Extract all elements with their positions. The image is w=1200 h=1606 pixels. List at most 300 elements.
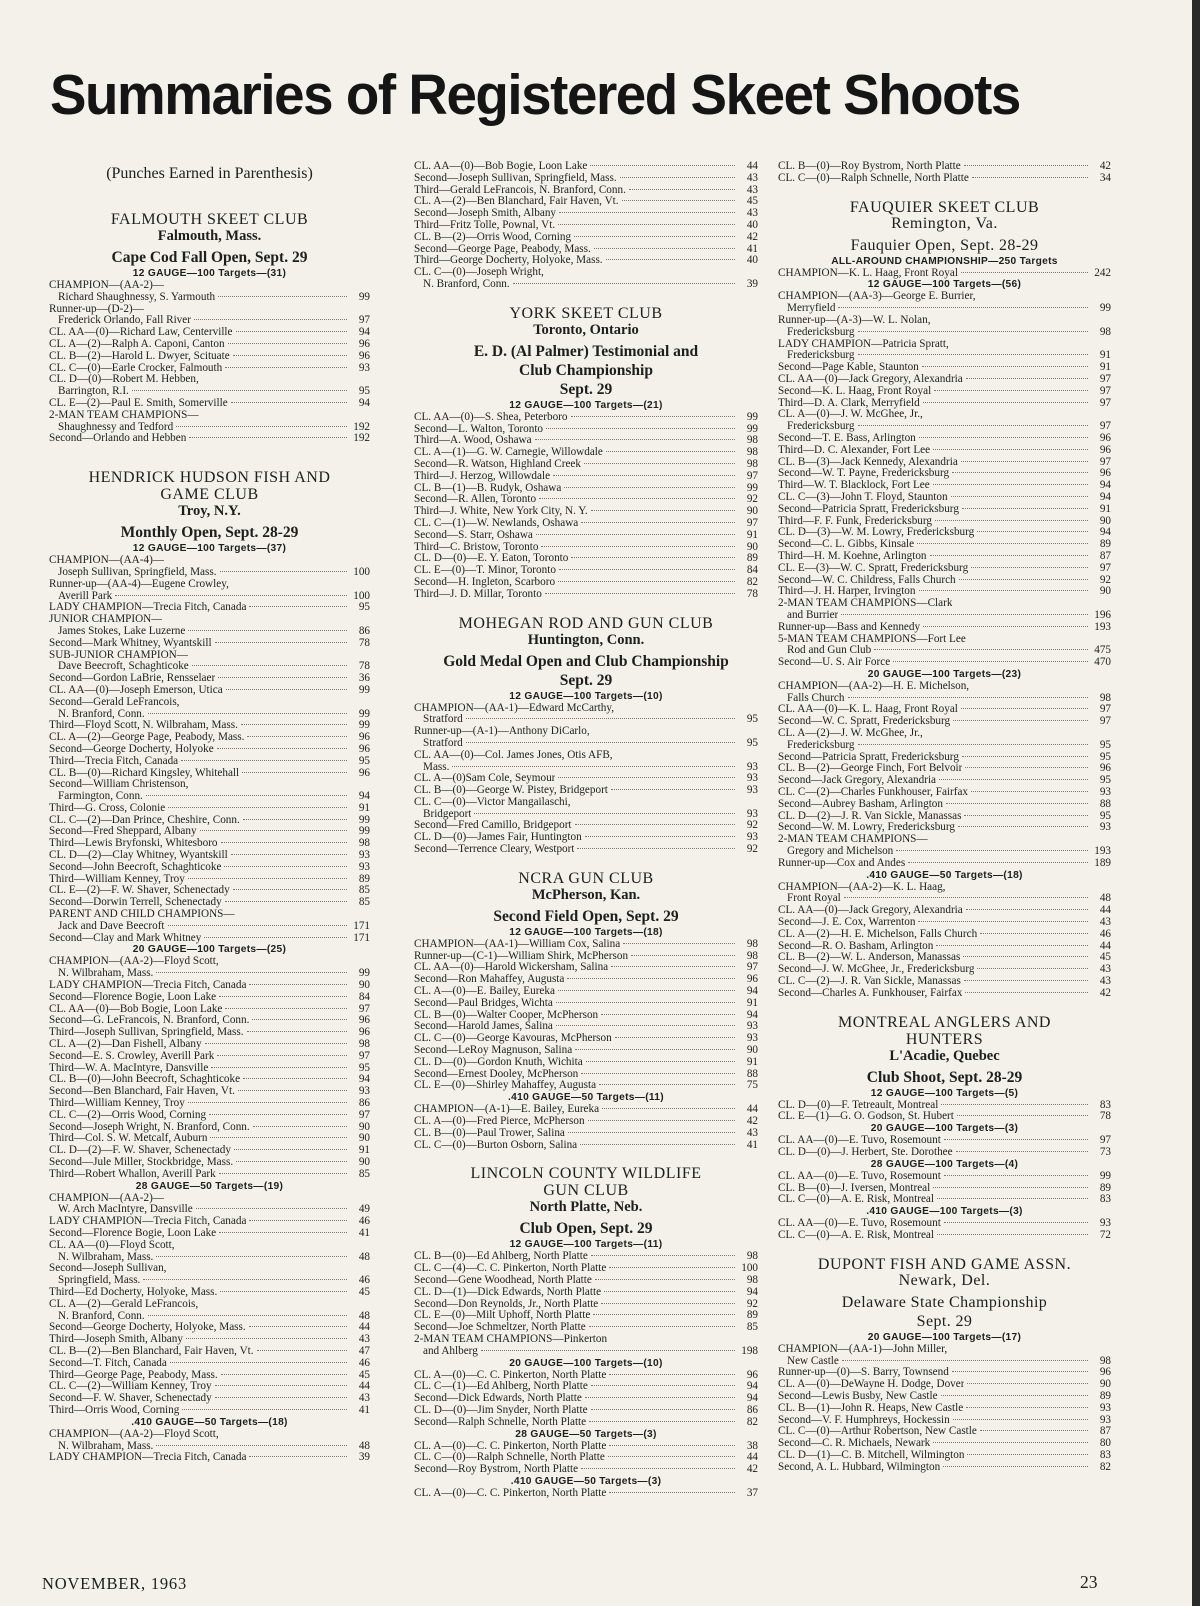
- result-score: 93: [358, 1085, 370, 1098]
- dot-leader: [935, 520, 1088, 521]
- result-text: N. Branford, Conn.: [423, 278, 510, 290]
- result-text: Second, A. L. Hubbard, Wilmington: [778, 1461, 941, 1473]
- result-line: [414, 589, 758, 601]
- result-line: [778, 1403, 1111, 1415]
- result-score: 92: [746, 1297, 758, 1310]
- gauge-heading: 12 GAUGE—100 Targets—(37): [132, 543, 287, 555]
- result-text: Second—Jule Miller, Stockbridge, Mass.: [49, 1157, 234, 1168]
- result-line: [778, 834, 1111, 846]
- result-text: LADY CHAMPION—Trecia Fitch, Canada: [49, 602, 247, 614]
- dot-leader: [220, 1291, 347, 1292]
- result-line: [49, 602, 370, 614]
- column-1: [49, 161, 370, 1464]
- result-score: 43: [358, 1392, 370, 1405]
- result-text: CL. AA—(0)—Bob Bogie, Loon Lake: [49, 1003, 223, 1015]
- result-score: 48: [358, 1439, 370, 1452]
- result-text: Runner-up—(A-1)—Anthony DiCarlo,: [414, 726, 590, 738]
- result-score: 46: [358, 1274, 370, 1287]
- result-line: [49, 1311, 370, 1323]
- result-text: CL. B—(2)—Ben Blanchard, Fair Haven, Vt.: [49, 1345, 254, 1357]
- result-line: [778, 374, 1111, 386]
- result-score: 78: [1099, 1110, 1111, 1123]
- result-line: [778, 1111, 1111, 1123]
- result-score: 189: [1094, 856, 1111, 869]
- page-number: 23: [1080, 1572, 1098, 1592]
- result-line: [414, 974, 758, 986]
- result-text: Second—Fred Camillo, Bridgeport: [414, 820, 572, 832]
- dot-leader: [963, 956, 1088, 957]
- result-line: [778, 799, 1111, 811]
- result-score: 193: [1094, 620, 1111, 633]
- result-line: [49, 567, 370, 579]
- gauge-heading: .410 GAUGE—50 Targets—(18): [131, 1416, 288, 1428]
- result-line: [49, 555, 370, 567]
- dot-leader: [466, 718, 735, 719]
- result-line: [778, 775, 1111, 787]
- result-line: [49, 1275, 370, 1287]
- result-line: [414, 447, 758, 459]
- result-score: 90: [746, 1044, 758, 1057]
- result-text: CL. B—(0)—Paul Trower, Salina: [414, 1127, 565, 1139]
- result-text: N. Branford, Conn.: [58, 708, 145, 720]
- result-line: [414, 1033, 758, 1045]
- result-text: Runner-up—(0)—S. Barry, Townsend: [778, 1367, 949, 1379]
- result-score: 475: [1094, 644, 1111, 657]
- result-line: [778, 398, 1111, 410]
- result-score: 242: [1094, 266, 1111, 279]
- result-line: [49, 1381, 370, 1393]
- dot-leader: [247, 1031, 347, 1032]
- club-location: L'Acadie, Quebec: [889, 1047, 1000, 1064]
- result-text: Second—Jack Gregory, Alexandria: [778, 775, 937, 787]
- dot-leader: [211, 1067, 347, 1068]
- result-score: 83: [1099, 1448, 1111, 1461]
- result-score: 93: [1099, 821, 1111, 834]
- result-score: 100: [353, 589, 370, 602]
- result-score: 40: [746, 218, 758, 231]
- result-text: Second—Lewis Busby, New Castle: [778, 1390, 938, 1402]
- result-score: 91: [1099, 349, 1111, 362]
- dot-leader: [243, 819, 347, 820]
- result-text: Second—W. T. Payne, Fredericksburg: [778, 468, 950, 480]
- result-line: [414, 1464, 758, 1476]
- result-text: Stratford: [423, 714, 463, 726]
- result-score: 94: [1099, 479, 1111, 492]
- result-text: CHAMPION—(AA-1)—Edward McCarthy,: [414, 702, 614, 714]
- result-score: 92: [746, 843, 758, 856]
- result-line: [414, 220, 758, 232]
- result-line: [778, 327, 1111, 339]
- result-score: 100: [353, 565, 370, 578]
- result-score: 96: [358, 337, 370, 350]
- result-text: Second—Page Kable, Staunton: [778, 362, 919, 374]
- dot-leader: [971, 567, 1088, 568]
- dot-leader: [181, 760, 347, 761]
- result-line: [49, 720, 370, 732]
- result-line: [778, 1171, 1111, 1183]
- result-text: Frederick Orlando, Fall River: [58, 315, 191, 327]
- dot-leader: [564, 487, 735, 488]
- result-text: CL. AA—(0)—E. Tuvo, Rosemount: [778, 1218, 941, 1230]
- result-score: 97: [746, 516, 758, 529]
- dot-leader: [575, 1049, 735, 1050]
- result-line: [778, 952, 1111, 964]
- result-line: [49, 768, 370, 780]
- result-line: [778, 929, 1111, 941]
- result-score: 43: [1099, 916, 1111, 929]
- result-line: [778, 787, 1111, 799]
- dot-leader: [148, 1315, 347, 1316]
- result-text: CL. B—(0)—Ed Ahlberg, North Platte: [414, 1251, 588, 1263]
- result-line: [49, 874, 370, 886]
- result-score: 96: [746, 1368, 758, 1381]
- result-score: 98: [1099, 1354, 1111, 1367]
- result-text: CL. E—(0)—Milt Uphoff, North Platte: [414, 1310, 591, 1322]
- result-score: 93: [746, 1020, 758, 1033]
- result-text: CL. A—(0)Sam Cole, Seymour: [414, 773, 556, 785]
- result-score: 43: [746, 183, 758, 196]
- dot-leader: [556, 1002, 735, 1003]
- dot-leader: [219, 1173, 347, 1174]
- result-line: [414, 998, 758, 1010]
- result-line: [49, 1299, 370, 1311]
- result-line: [49, 1204, 370, 1216]
- result-text: Runner-up—Cox and Andes: [778, 857, 906, 869]
- result-text: Third—J. White, New York City, N. Y.: [414, 506, 588, 518]
- result-line: [778, 598, 1111, 610]
- result-line: [49, 685, 370, 697]
- result-text: CL. B—(2)—Harold L. Dwyer, Scituate: [49, 350, 230, 362]
- dot-leader: [231, 854, 347, 855]
- result-score: 89: [1099, 1389, 1111, 1402]
- result-line: [414, 267, 758, 279]
- result-line: [49, 968, 370, 980]
- result-text: Second—Charles A. Funkhouser, Fairfax: [778, 987, 963, 999]
- result-line: [414, 1010, 758, 1022]
- result-score: 48: [1099, 892, 1111, 905]
- result-score: 49: [358, 1203, 370, 1216]
- result-line: [414, 1381, 758, 1393]
- club-name: DUPONT FISH AND GAME ASSN.: [817, 1255, 1072, 1273]
- result-score: 90: [746, 540, 758, 553]
- result-text: Falls Church: [787, 692, 845, 704]
- club-location: McPherson, Kan.: [531, 886, 641, 903]
- result-line: [49, 1074, 370, 1086]
- result-text: CL. A—(0)—C. C. Pinkerton, North Platte: [414, 1487, 607, 1499]
- result-text: CHAMPION—(AA-1)—William Cox, Salina: [414, 938, 621, 950]
- result-line: [414, 1057, 758, 1069]
- result-line: [778, 421, 1111, 433]
- result-text: Second—V. F. Humphreys, Hockessin: [778, 1414, 950, 1426]
- dot-leader: [589, 1326, 735, 1327]
- result-text: Second—C. R. Michaels, Newark: [778, 1438, 931, 1450]
- result-text: CL. AA—(0)—E. Tuvo, Rosemount: [778, 1170, 941, 1182]
- gauge-heading: 12 GAUGE—100 Targets—(5): [870, 1087, 1019, 1099]
- dot-leader: [217, 748, 347, 749]
- result-score: 93: [1099, 1413, 1111, 1426]
- dot-leader: [238, 1090, 347, 1091]
- result-text: CL. C—(0)—Joseph Wright,: [414, 267, 544, 279]
- gauge-heading: .410 GAUGE—50 Targets—(3): [510, 1475, 662, 1487]
- result-score: 97: [1099, 384, 1111, 397]
- dot-leader: [224, 866, 347, 867]
- result-line: [414, 1069, 758, 1081]
- result-score: 86: [358, 624, 370, 637]
- result-line: [49, 1346, 370, 1358]
- result-text: Third—W. A. MacIntyre, Dansville: [49, 1062, 209, 1074]
- event-name: Club Open, Sept. 29: [519, 1220, 653, 1238]
- gauge-heading: 20 GAUGE—100 Targets—(23): [867, 668, 1022, 680]
- dot-leader: [844, 897, 1088, 898]
- result-score: 97: [1099, 715, 1111, 728]
- gauge-heading: 20 GAUGE—100 Targets—(3): [870, 1123, 1019, 1135]
- result-line: [778, 1147, 1111, 1159]
- result-line: [49, 1405, 370, 1417]
- event-name: Sept. 29: [559, 671, 613, 689]
- result-score: 94: [1099, 526, 1111, 539]
- result-score: 80: [1099, 1437, 1111, 1450]
- dot-leader: [541, 546, 735, 547]
- result-score: 97: [358, 314, 370, 327]
- result-line: [778, 1100, 1111, 1112]
- dot-leader: [189, 437, 347, 438]
- result-text: Third—William Kenney, Troy: [49, 873, 185, 885]
- dot-leader: [917, 543, 1088, 544]
- result-line: [778, 882, 1111, 894]
- result-score: 44: [746, 1103, 758, 1116]
- result-line: [414, 424, 758, 436]
- result-text: CL. C—(1)—Ed Ahlberg, North Platte: [414, 1381, 588, 1393]
- result-score: 90: [1099, 514, 1111, 527]
- result-text: CL. E—(2)—F. W. Shaver, Schenectady: [49, 885, 230, 897]
- dot-leader: [221, 1374, 347, 1375]
- dot-leader: [946, 803, 1088, 804]
- result-line: [778, 315, 1111, 327]
- dot-leader: [168, 925, 347, 926]
- result-line: [414, 412, 758, 424]
- result-line: [49, 850, 370, 862]
- result-text: Gregory and Michelson: [787, 846, 894, 858]
- result-text: CL. B—(0)—J. Iversen, Montreal: [778, 1182, 931, 1194]
- dot-leader: [629, 189, 735, 190]
- dot-leader: [474, 813, 735, 814]
- result-text: Second—Joseph Sullivan,: [49, 1263, 167, 1275]
- result-line: [778, 268, 1111, 280]
- result-text: Second—William Christenson,: [49, 779, 189, 791]
- page-title: Summaries of Registered Skeet Shoots: [50, 63, 1020, 127]
- result-line: [49, 1322, 370, 1334]
- result-score: 98: [746, 937, 758, 950]
- gauge-heading: 12 GAUGE—100 Targets—(21): [509, 399, 663, 411]
- dot-leader: [539, 498, 735, 499]
- result-text: CL. C—(0)—Ralph Schnelle, North Platte: [778, 172, 969, 184]
- dot-leader: [953, 1419, 1088, 1420]
- dot-leader: [944, 1222, 1088, 1223]
- dot-leader: [215, 1385, 347, 1386]
- result-line: [414, 208, 758, 220]
- dot-leader: [186, 1338, 347, 1339]
- club-location: Remington, Va.: [891, 214, 998, 232]
- result-score: 98: [358, 1038, 370, 1051]
- result-line: [49, 1157, 370, 1169]
- result-line: [778, 1135, 1111, 1147]
- result-line: [778, 362, 1111, 374]
- dot-leader: [953, 720, 1088, 721]
- dot-leader: [933, 449, 1088, 450]
- result-score: 98: [746, 434, 758, 447]
- club-name: MONTREAL ANGLERS AND: [838, 1013, 1051, 1031]
- result-line: [414, 750, 758, 762]
- dot-leader: [481, 1350, 735, 1351]
- result-score: 96: [358, 1014, 370, 1027]
- result-text: CHAMPION—(AA-2)—Floyd Scott,: [49, 1428, 219, 1440]
- dot-leader: [965, 767, 1088, 768]
- dot-leader: [233, 889, 347, 890]
- result-text: CL. AA—(0)—K. L. Haag, Front Royal: [778, 704, 958, 716]
- result-line: [49, 1452, 370, 1464]
- result-line: [414, 1263, 758, 1275]
- result-line: [49, 410, 370, 422]
- result-line: [778, 622, 1111, 634]
- result-score: 46: [358, 1356, 370, 1369]
- result-text: Springfield, Mass.: [58, 1275, 141, 1287]
- result-line: [778, 1391, 1111, 1403]
- result-score: 99: [358, 683, 370, 696]
- result-line: [778, 610, 1111, 622]
- dot-leader: [930, 555, 1088, 556]
- result-text: N. Wilbraham, Mass.: [58, 968, 154, 980]
- result-text: CL. C—(0)—Earle Crocker, Falmouth: [49, 362, 223, 374]
- dot-leader: [218, 677, 347, 678]
- result-text: Second—Florence Bogie, Loon Lake: [49, 1227, 217, 1239]
- result-score: 89: [1099, 1181, 1111, 1194]
- result-score: 89: [358, 872, 370, 885]
- club-name: GUN CLUB: [543, 1182, 629, 1200]
- dot-leader: [567, 978, 735, 979]
- result-score: 36: [358, 672, 370, 685]
- result-line: [778, 551, 1111, 563]
- result-text: Second—U. S. Air Force: [778, 657, 891, 669]
- dot-leader: [977, 968, 1088, 969]
- result-score: 95: [1099, 774, 1111, 787]
- result-text: CL. AA—(0)—Col. James Jones, Otis AFB,: [414, 749, 613, 761]
- result-line: [778, 504, 1111, 516]
- club-name: LINCOLN COUNTY WILDLIFE: [470, 1165, 702, 1183]
- result-text: CHAMPION—(A-1)—E. Bailey, Eureka: [414, 1104, 600, 1116]
- result-text: Third—Trecia Fitch, Canada: [49, 755, 179, 767]
- result-text: Third—Fritz Tolle, Pownal, Vt.: [414, 219, 556, 231]
- dot-leader: [249, 1220, 347, 1221]
- result-line: [778, 941, 1111, 953]
- result-score: 86: [358, 1097, 370, 1110]
- dot-leader: [218, 296, 347, 297]
- dot-leader: [841, 614, 1088, 615]
- result-line: [49, 803, 370, 815]
- result-text: N. Wilbraham, Mass.: [58, 1440, 154, 1452]
- result-text: CL. D—(0)—Robert M. Hebben,: [49, 374, 199, 386]
- result-line: [778, 563, 1111, 575]
- result-score: 41: [358, 1403, 370, 1416]
- result-text: LADY CHAMPION—Patricia Spratt,: [778, 338, 949, 350]
- result-score: 39: [746, 277, 758, 290]
- dot-leader: [215, 1397, 347, 1398]
- result-line: [49, 1051, 370, 1063]
- result-score: 87: [1099, 1425, 1111, 1438]
- dot-leader: [591, 1409, 735, 1410]
- result-score: 89: [1099, 538, 1111, 551]
- result-text: CL. A—(0)—C. C. Pinkerton, North Platte: [414, 1440, 607, 1452]
- dot-leader: [591, 1255, 735, 1256]
- dot-leader: [156, 1256, 347, 1257]
- result-line: [778, 516, 1111, 528]
- result-score: 87: [1099, 549, 1111, 562]
- result-text: 2-MAN TEAM CHAMPIONS—: [49, 409, 199, 421]
- result-line: [414, 844, 758, 856]
- result-score: 97: [1099, 1134, 1111, 1147]
- result-text: Second—W. C. Childress, Falls Church: [778, 574, 956, 586]
- result-score: 94: [358, 396, 370, 409]
- result-text: CL. A—(0)—Fred Pierce, McPherson: [414, 1116, 585, 1128]
- dot-leader: [602, 1108, 735, 1109]
- dot-leader: [842, 1360, 1088, 1361]
- dot-leader: [961, 461, 1088, 462]
- result-line: [49, 992, 370, 1004]
- result-line: [49, 1240, 370, 1252]
- result-score: 95: [1099, 809, 1111, 822]
- result-text: Second—R. Watson, Highland Creek: [414, 458, 581, 470]
- result-text: Third—Joseph Smith, Albany: [49, 1334, 183, 1346]
- result-line: [778, 409, 1111, 421]
- dot-leader: [247, 736, 347, 737]
- result-text: 2-MAN TEAM CHAMPIONS—Pinkerton: [414, 1334, 608, 1345]
- gauge-heading: 28 GAUGE—50 Targets—(19): [135, 1180, 284, 1192]
- result-line: [414, 1299, 758, 1311]
- result-text: CHAMPION—(AA-2)—H. E. Michelson,: [778, 680, 970, 692]
- result-text: Third—F. F. Funk, Fredericksburg: [778, 515, 933, 527]
- result-text: Runner-up—(AA-4)—Eugene Crowley,: [49, 578, 229, 590]
- result-score: 99: [358, 707, 370, 720]
- result-line: [778, 433, 1111, 445]
- result-score: 94: [358, 326, 370, 339]
- result-text: CL. C—(1)—W. Newlands, Oshawa: [414, 517, 579, 529]
- gauge-heading: 12 GAUGE—100 Targets—(18): [509, 926, 663, 938]
- result-text: CL. A—(2)—George Page, Peabody, Mass.: [49, 732, 245, 744]
- result-line: [778, 634, 1111, 646]
- dot-leader: [577, 848, 735, 849]
- result-text: Shaughnessy and Tedford: [58, 421, 174, 433]
- result-score: 98: [1099, 691, 1111, 704]
- dot-leader: [584, 463, 735, 464]
- result-line: [49, 1169, 370, 1181]
- dot-leader: [220, 571, 348, 572]
- spacer: [49, 445, 370, 455]
- dot-leader: [967, 1383, 1088, 1384]
- dot-leader: [226, 689, 347, 690]
- gauge-heading: 12 GAUGE—100 Targets—(10): [509, 690, 663, 702]
- result-line: [778, 1344, 1111, 1356]
- gauge-heading: 20 GAUGE—100 Targets—(25): [132, 944, 287, 956]
- dot-leader: [188, 1102, 347, 1103]
- result-line: [414, 1393, 758, 1405]
- result-line: [49, 956, 370, 968]
- result-score: 78: [746, 587, 758, 600]
- result-text: Third—Ed Docherty, Holyoke, Mass.: [49, 1286, 218, 1298]
- result-line: [414, 820, 758, 832]
- result-line: [778, 976, 1111, 988]
- result-score: 99: [746, 410, 758, 423]
- result-score: 90: [358, 1132, 370, 1145]
- event-name: Fauquier Open, Sept. 28-29: [850, 236, 1039, 254]
